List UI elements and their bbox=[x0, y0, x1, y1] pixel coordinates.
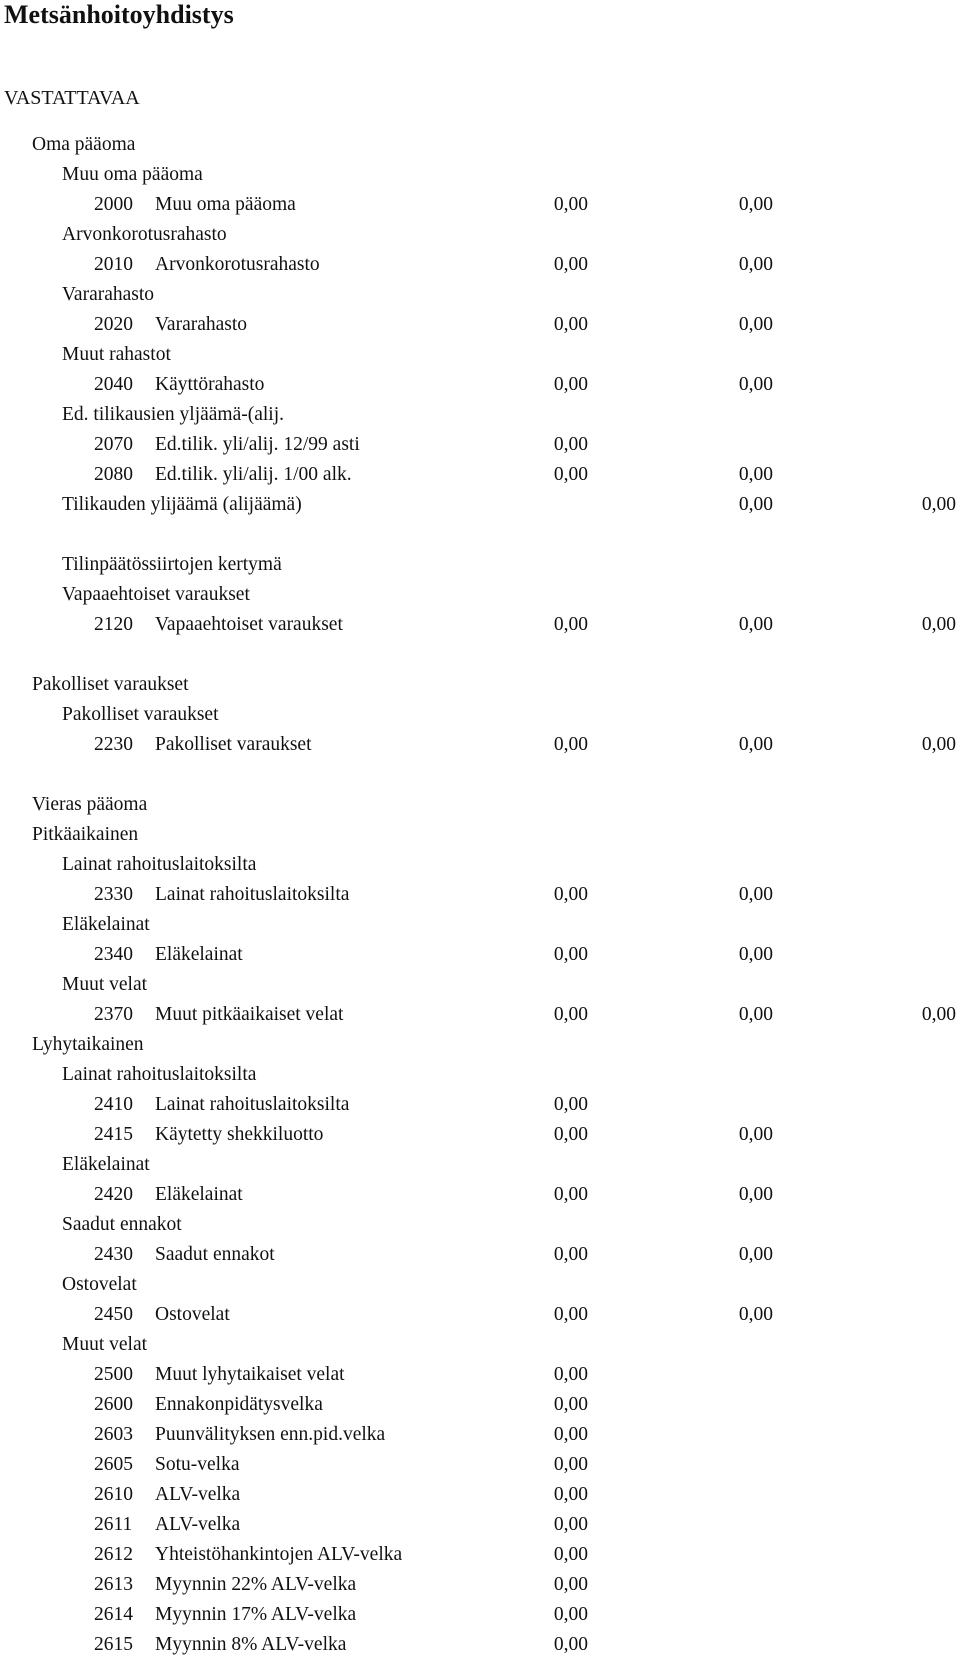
group-heading bbox=[0, 1030, 960, 1060]
account-code: 2611 bbox=[94, 1514, 133, 1535]
group-label: Ed. tilikausien yljäämä-(alij. bbox=[62, 404, 285, 425]
amount-column-2: 0,00 bbox=[738, 1004, 773, 1025]
group-heading bbox=[0, 1150, 960, 1180]
account-code: 2615 bbox=[94, 1634, 133, 1655]
group-label: Vieras pääoma bbox=[32, 794, 148, 815]
account-row bbox=[0, 1450, 960, 1480]
group-heading bbox=[0, 700, 960, 730]
amount-column-1: 0,00 bbox=[553, 434, 588, 455]
amount-column-2: 0,00 bbox=[738, 1304, 773, 1325]
account-code: 2410 bbox=[94, 1094, 133, 1115]
amount-column-2: 0,00 bbox=[738, 464, 773, 485]
account-row bbox=[0, 370, 960, 400]
account-code: 2603 bbox=[94, 1424, 133, 1445]
account-code: 2500 bbox=[94, 1364, 133, 1385]
account-name: Käytetty shekkiluotto bbox=[155, 1124, 324, 1145]
account-code: 2613 bbox=[94, 1574, 133, 1595]
account-code: 2610 bbox=[94, 1484, 133, 1505]
account-row bbox=[0, 1390, 960, 1420]
group-label: Muut velat bbox=[62, 974, 148, 995]
amount-column-1: 0,00 bbox=[553, 1634, 588, 1655]
account-row bbox=[0, 430, 960, 460]
group-label: Vapaaehtoiset varaukset bbox=[62, 584, 250, 605]
amount-column-1: 0,00 bbox=[553, 944, 588, 965]
account-name: Pakolliset varaukset bbox=[155, 734, 312, 755]
amount-column-1: 0,00 bbox=[553, 194, 588, 215]
account-code: 2340 bbox=[94, 944, 133, 965]
group-label: Tilinpäätössiirtojen kertymä bbox=[62, 554, 282, 575]
group-label: Muu oma pääoma bbox=[62, 164, 203, 185]
account-name: Eläkelainat bbox=[155, 944, 243, 965]
account-code: 2010 bbox=[94, 254, 133, 275]
group-heading bbox=[0, 1270, 960, 1300]
account-name: Myynnin 22% ALV-velka bbox=[155, 1574, 357, 1595]
group-label: Lainat rahoituslaitoksilta bbox=[62, 854, 257, 875]
account-row bbox=[0, 730, 960, 760]
account-code: 2415 bbox=[94, 1124, 133, 1145]
group-heading bbox=[0, 850, 960, 880]
account-name: ALV-velka bbox=[155, 1484, 241, 1505]
account-code: 2600 bbox=[94, 1394, 133, 1415]
amount-column-1: 0,00 bbox=[553, 314, 588, 335]
account-row bbox=[0, 1000, 960, 1030]
group-label: Muut velat bbox=[62, 1334, 148, 1355]
group-label: Lainat rahoituslaitoksilta bbox=[62, 1064, 257, 1085]
amount-column-1: 0,00 bbox=[553, 1574, 588, 1595]
account-code: 2370 bbox=[94, 1004, 133, 1025]
account-name: Puunvälityksen enn.pid.velka bbox=[155, 1424, 386, 1445]
account-code: 2450 bbox=[94, 1304, 133, 1325]
account-row bbox=[0, 1510, 960, 1540]
amount-column-2: 0,00 bbox=[738, 1244, 773, 1265]
amount-column-2: 0,00 bbox=[738, 494, 773, 515]
amount-column-2: 0,00 bbox=[738, 314, 773, 335]
account-name: Ostovelat bbox=[155, 1304, 230, 1325]
group-label: Vararahasto bbox=[62, 284, 155, 305]
amount-column-3: 0,00 bbox=[921, 734, 956, 755]
group-heading bbox=[0, 580, 960, 610]
amount-column-3: 0,00 bbox=[921, 494, 956, 515]
account-row bbox=[0, 1240, 960, 1270]
subtotal-label: Tilikauden ylijäämä (alijäämä) bbox=[62, 494, 302, 515]
group-label: Pakolliset varaukset bbox=[32, 674, 189, 695]
account-code: 2020 bbox=[94, 314, 133, 335]
account-name: Eläkelainat bbox=[155, 1184, 243, 1205]
account-name: Lainat rahoituslaitoksilta bbox=[155, 884, 350, 905]
account-code: 2430 bbox=[94, 1244, 133, 1265]
group-heading bbox=[0, 400, 960, 430]
account-row bbox=[0, 610, 960, 640]
group-heading bbox=[0, 670, 960, 700]
group-heading bbox=[0, 1330, 960, 1360]
group-label: Saadut ennakot bbox=[62, 1214, 182, 1235]
account-row bbox=[0, 1120, 960, 1150]
amount-column-1: 0,00 bbox=[553, 1454, 588, 1475]
account-name: Myynnin 8% ALV-velka bbox=[155, 1634, 347, 1655]
account-name: Saadut ennakot bbox=[155, 1244, 275, 1265]
group-heading bbox=[0, 280, 960, 310]
group-label: Pakolliset varaukset bbox=[62, 704, 219, 725]
document-title: Metsänhoitoyhdistys bbox=[4, 0, 234, 29]
account-row bbox=[0, 310, 960, 340]
account-code: 2330 bbox=[94, 884, 133, 905]
group-heading bbox=[0, 790, 960, 820]
account-name: Arvonkorotusrahasto bbox=[155, 254, 320, 275]
account-row bbox=[0, 1090, 960, 1120]
amount-column-1: 0,00 bbox=[553, 1304, 588, 1325]
group-heading bbox=[0, 1210, 960, 1240]
group-heading bbox=[0, 910, 960, 940]
account-name: Käyttörahasto bbox=[155, 374, 265, 395]
group-heading bbox=[0, 1060, 960, 1090]
amount-column-1: 0,00 bbox=[553, 1244, 588, 1265]
amount-column-1: 0,00 bbox=[553, 734, 588, 755]
account-row bbox=[0, 1300, 960, 1330]
account-row bbox=[0, 1480, 960, 1510]
account-row bbox=[0, 880, 960, 910]
account-row bbox=[0, 1180, 960, 1210]
amount-column-1: 0,00 bbox=[553, 464, 588, 485]
account-code: 2080 bbox=[94, 464, 133, 485]
amount-column-1: 0,00 bbox=[553, 1424, 588, 1445]
account-name: Muut lyhytaikaiset velat bbox=[155, 1364, 345, 1385]
account-name: Ed.tilik. yli/alij. 12/99 asti bbox=[155, 434, 360, 455]
account-code: 2120 bbox=[94, 614, 133, 635]
group-heading bbox=[0, 340, 960, 370]
account-name: Ed.tilik. yli/alij. 1/00 alk. bbox=[155, 464, 352, 485]
amount-column-1: 0,00 bbox=[553, 1604, 588, 1625]
amount-column-3: 0,00 bbox=[921, 1004, 956, 1025]
amount-column-1: 0,00 bbox=[553, 1004, 588, 1025]
account-row bbox=[0, 1420, 960, 1450]
amount-column-1: 0,00 bbox=[553, 614, 588, 635]
amount-column-1: 0,00 bbox=[553, 1514, 588, 1535]
amount-column-2: 0,00 bbox=[738, 254, 773, 275]
account-name: Ennakonpidätysvelka bbox=[155, 1394, 323, 1415]
group-label: Oma pääoma bbox=[32, 134, 136, 155]
amount-column-1: 0,00 bbox=[553, 1094, 588, 1115]
amount-column-1: 0,00 bbox=[553, 1544, 588, 1565]
amount-column-2: 0,00 bbox=[738, 194, 773, 215]
subtotal-row bbox=[0, 490, 960, 520]
account-name: Vapaaehtoiset varaukset bbox=[155, 614, 343, 635]
group-heading bbox=[0, 130, 960, 160]
account-row bbox=[0, 250, 960, 280]
group-label: Ostovelat bbox=[62, 1274, 137, 1295]
amount-column-2: 0,00 bbox=[738, 884, 773, 905]
group-label: Eläkelainat bbox=[62, 1154, 150, 1175]
account-code: 2420 bbox=[94, 1184, 133, 1205]
account-row bbox=[0, 190, 960, 220]
account-code: 2230 bbox=[94, 734, 133, 755]
account-row bbox=[0, 460, 960, 490]
account-name: Yhteistöhankintojen ALV-velka bbox=[155, 1544, 403, 1565]
group-heading bbox=[0, 820, 960, 850]
account-name: Lainat rahoituslaitoksilta bbox=[155, 1094, 350, 1115]
account-name: Muu oma pääoma bbox=[155, 194, 296, 215]
amount-column-1: 0,00 bbox=[553, 1184, 588, 1205]
account-code: 2612 bbox=[94, 1544, 133, 1565]
group-heading bbox=[0, 550, 960, 580]
account-name: Myynnin 17% ALV-velka bbox=[155, 1604, 357, 1625]
account-name: Sotu-velka bbox=[155, 1454, 240, 1475]
account-row bbox=[0, 1630, 960, 1660]
account-row bbox=[0, 1570, 960, 1600]
amount-column-2: 0,00 bbox=[738, 374, 773, 395]
group-label: Eläkelainat bbox=[62, 914, 150, 935]
account-row bbox=[0, 1540, 960, 1570]
amount-column-1: 0,00 bbox=[553, 1124, 588, 1145]
amount-column-2: 0,00 bbox=[738, 1124, 773, 1145]
group-heading bbox=[0, 220, 960, 250]
account-name: Vararahasto bbox=[155, 314, 248, 335]
group-heading bbox=[0, 160, 960, 190]
group-label: Muut rahastot bbox=[62, 344, 171, 365]
account-name: ALV-velka bbox=[155, 1514, 241, 1535]
amount-column-1: 0,00 bbox=[553, 1484, 588, 1505]
account-name: Muut pitkäaikaiset velat bbox=[155, 1004, 344, 1025]
account-code: 2040 bbox=[94, 374, 133, 395]
amount-column-3: 0,00 bbox=[921, 614, 956, 635]
amount-column-1: 0,00 bbox=[553, 884, 588, 905]
group-label: Lyhytaikainen bbox=[32, 1034, 144, 1055]
amount-column-1: 0,00 bbox=[553, 1394, 588, 1415]
account-row bbox=[0, 1600, 960, 1630]
group-heading bbox=[0, 970, 960, 1000]
account-code: 2605 bbox=[94, 1454, 133, 1475]
account-code: 2070 bbox=[94, 434, 133, 455]
section-heading: VASTATTAVAA bbox=[4, 87, 140, 109]
account-row bbox=[0, 940, 960, 970]
group-label: Pitkäaikainen bbox=[32, 824, 139, 845]
amount-column-2: 0,00 bbox=[738, 734, 773, 755]
amount-column-1: 0,00 bbox=[553, 1364, 588, 1385]
amount-column-2: 0,00 bbox=[738, 944, 773, 965]
amount-column-2: 0,00 bbox=[738, 614, 773, 635]
group-label: Arvonkorotusrahasto bbox=[62, 224, 227, 245]
account-code: 2000 bbox=[94, 194, 133, 215]
amount-column-1: 0,00 bbox=[553, 374, 588, 395]
account-row bbox=[0, 1360, 960, 1390]
amount-column-2: 0,00 bbox=[738, 1184, 773, 1205]
amount-column-1: 0,00 bbox=[553, 254, 588, 275]
account-code: 2614 bbox=[94, 1604, 133, 1625]
